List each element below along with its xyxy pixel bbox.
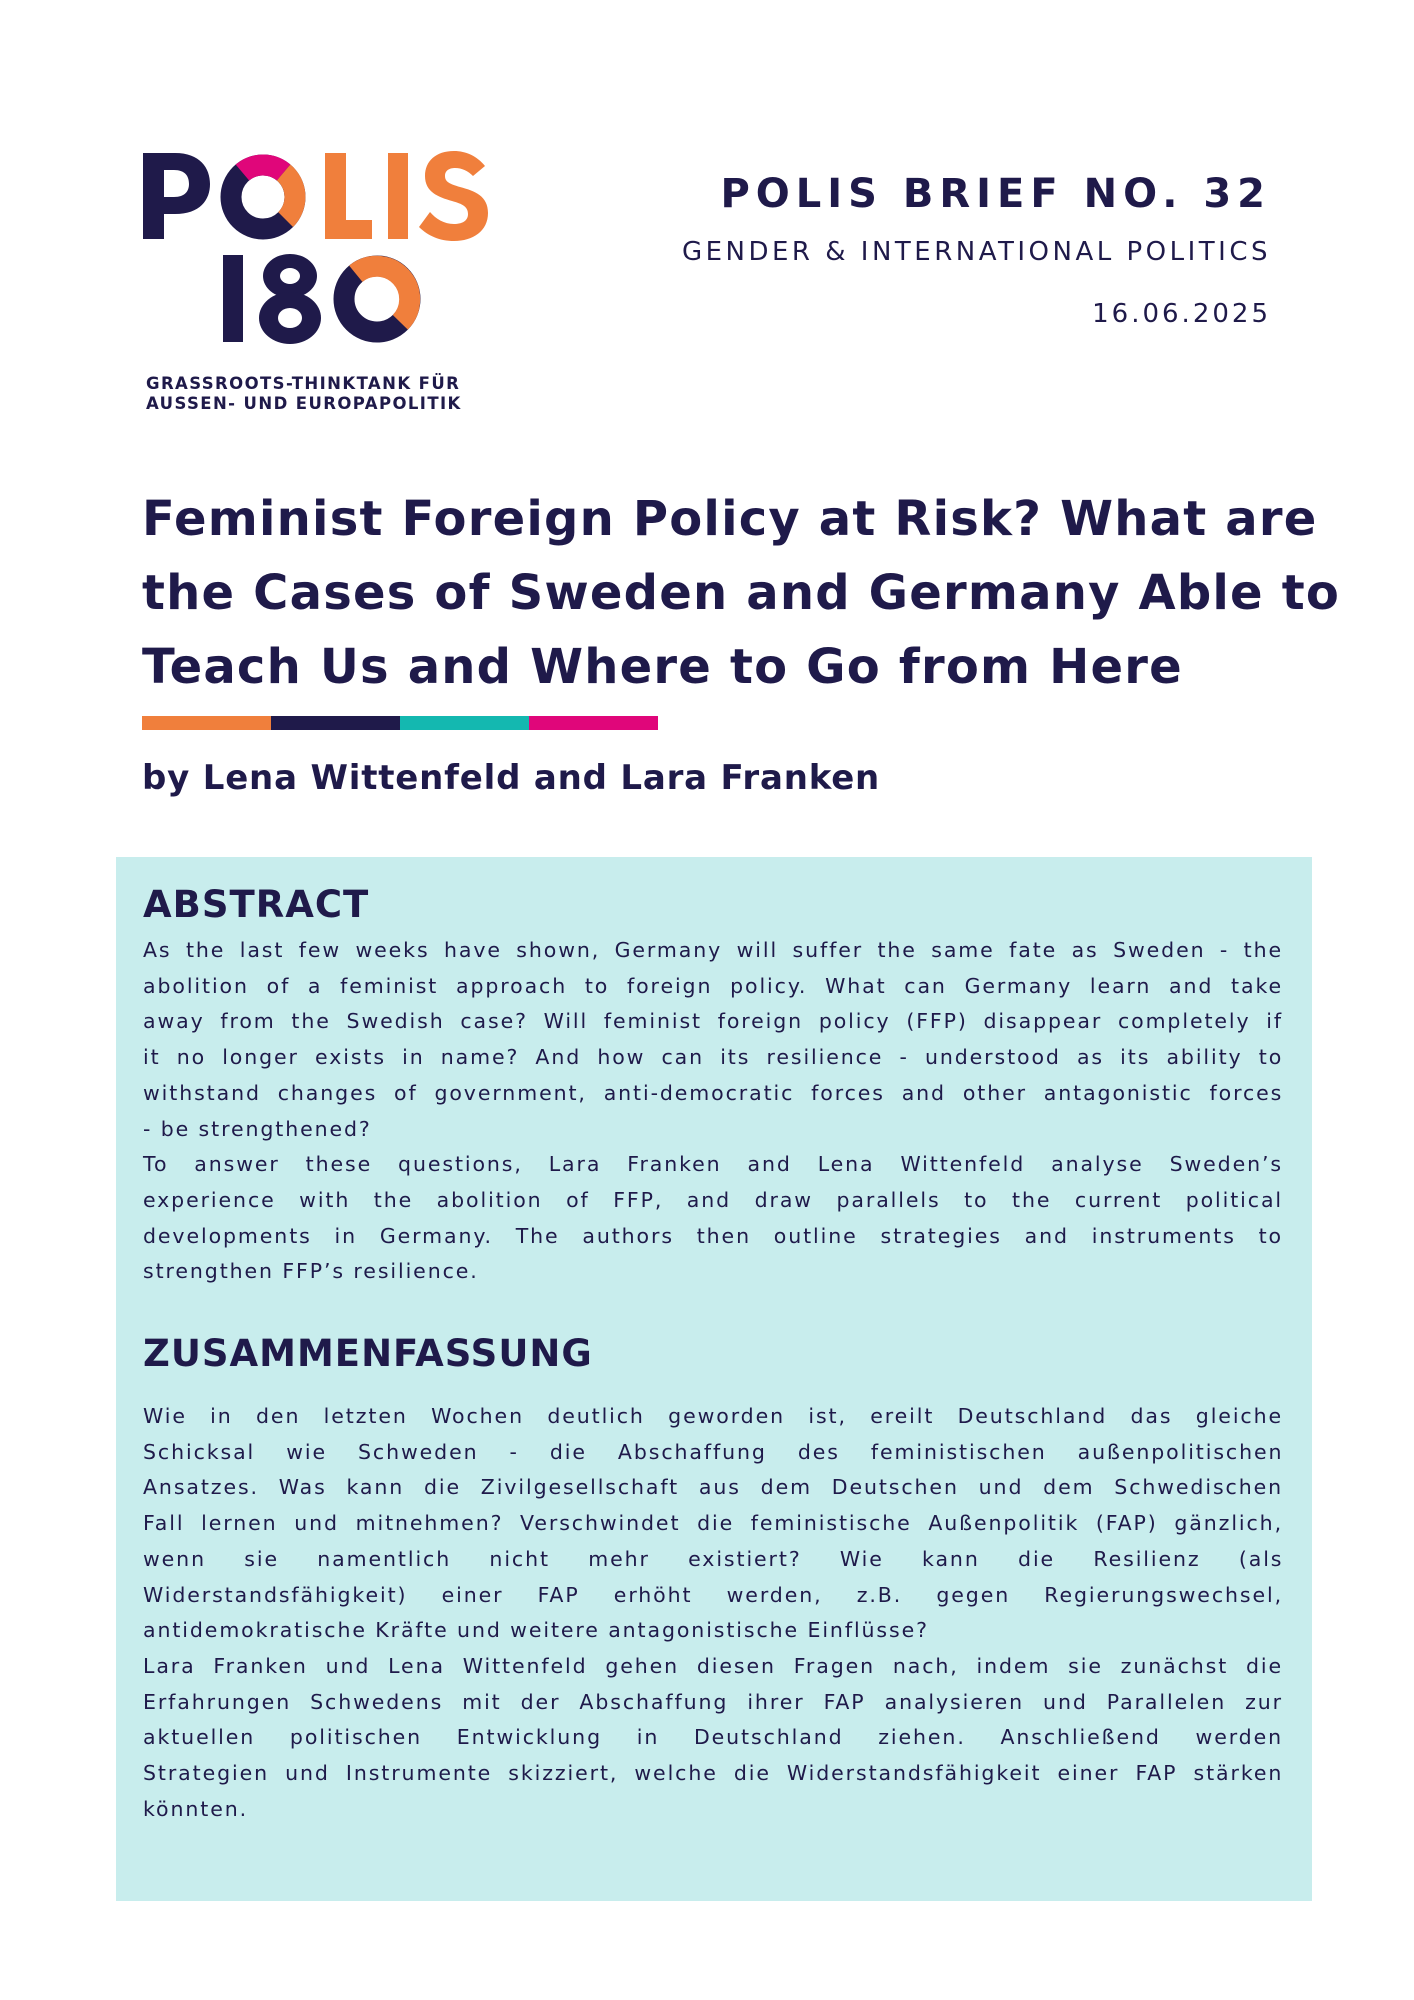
- title-line-2: the Cases of Sweden and Germany Able to: [142, 565, 1341, 621]
- publication-date: 16.06.2025: [1092, 299, 1271, 329]
- summary-box: [116, 857, 1312, 1901]
- logo-digit-8: [259, 254, 321, 344]
- logo-letter-o-ring: [231, 165, 295, 229]
- logo-letter-p: [143, 153, 210, 239]
- zusammenfassung-line: Erfahrungen Schwedens mit der Abschaffung ihrer FAP analysieren und Parallelen zur: [143, 1689, 1283, 1714]
- zusammenfassung-line: wenn sie namentlich nicht mehr existiert? Wie kann die Resilienz (als: [143, 1546, 1284, 1571]
- zusammenfassung-line: Strategien und Instrumente skizziert, welche die Widerstandsfähigkeit einer FAP stärken: [143, 1761, 1284, 1786]
- zusammenfassung-line: Schicksal wie Schweden - die Abschaffung des feministischen außenpolitischen: [143, 1439, 1284, 1464]
- title-line-1: Feminist Foreign Policy at Risk? What are: [142, 491, 1318, 547]
- abstract-line: To answer these questions, Lara Franken and Lena Wittenfeld analyse Sweden’s: [143, 1152, 1283, 1177]
- abstract-body: [143, 933, 1283, 1290]
- abstract-line: developments in Germany. The authors then outline strategies and instruments to: [143, 1223, 1283, 1248]
- abstract-line: it no longer exists in name? And how can its resilience - understood as its ability to: [143, 1045, 1284, 1070]
- program-label: GENDER & INTERNATIONAL POLITICS: [681, 237, 1271, 267]
- logo-letter-i: [388, 153, 408, 239]
- zusammenfassung-line: Widerstandsfähigkeit) einer FAP erhöht werden, z.B. gegen Regierungswechsel,: [143, 1582, 1283, 1607]
- abstract-line: withstand changes of government, anti-democratic forces and other antagonistic forces: [143, 1080, 1284, 1105]
- color-segment-magenta: [529, 716, 658, 730]
- logo-digit-1: [223, 255, 243, 342]
- abstract-heading: ABSTRACT: [143, 883, 370, 926]
- zusammenfassung-line: Ansatzes. Was kann die Zivilgesellschaft aus dem Deutschen und dem Schwedischen: [143, 1475, 1283, 1500]
- abstract-line: - be strengthened?: [143, 1116, 372, 1141]
- logo-digit-0-ring: [344, 266, 410, 332]
- logo-letter-l: [325, 153, 372, 239]
- polis180-wordmark: [140, 148, 500, 348]
- zusammenfassung-line: Wie in den letzten Wochen deutlich geworden ist, ereilt Deutschland das gleiche: [143, 1404, 1283, 1428]
- author-byline: by Lena Wittenfeld and Lara Franken: [142, 758, 881, 798]
- zusammenfassung-line: aktuellen politischen Entwicklung in Deutschland ziehen. Anschließend werden: [143, 1725, 1283, 1750]
- color-divider-bar: [142, 716, 658, 730]
- zusammenfassung-line: Fall lernen und mitnehmen? Verschwindet die feministische Außenpolitik (FAP) gänzlich,: [143, 1511, 1283, 1536]
- logo-letter-s: [419, 151, 488, 241]
- zusammenfassung-line: könnten.: [143, 1796, 249, 1821]
- document-title: [142, 482, 1341, 704]
- color-segment-teal: [400, 716, 529, 730]
- abstract-line: away from the Swedish case? Will feminist foreign policy (FFP) disappear completely if: [143, 1009, 1283, 1034]
- abstract-line: abolition of a feminist approach to foreign policy. What can Germany learn and take: [143, 973, 1283, 998]
- abstract-line: As the last few weeks have shown, Germany will suffer the same fate as Sweden - the: [143, 938, 1283, 962]
- abstract-line: strengthen FFP’s resilience.: [143, 1259, 479, 1284]
- logo-tagline: [146, 374, 526, 414]
- title-line-3: Teach Us and Where to Go from Here: [142, 639, 1183, 695]
- zusammenfassung-line: Lara Franken und Lena Wittenfeld gehen diesen Fragen nach, indem sie zunächst die: [143, 1653, 1284, 1678]
- zusammenfassung-body: [143, 1399, 1283, 1827]
- tagline-line-1: GRASSROOTS-THINKTANK FÜR: [146, 374, 461, 393]
- zusammenfassung-heading: ZUSAMMENFASSUNG: [143, 1332, 593, 1375]
- color-segment-navy: [271, 716, 400, 730]
- abstract-line: experience with the abolition of FFP, and draw parallels to the current political: [143, 1187, 1283, 1212]
- brief-number: POLIS BRIEF NO. 32: [720, 171, 1271, 217]
- tagline-line-2: AUSSEN- UND EUROPAPOLITIK: [146, 394, 462, 413]
- zusammenfassung-line: antidemokratische Kräfte und weitere antagonistische Einflüsse?: [143, 1618, 929, 1643]
- color-segment-orange: [142, 716, 271, 730]
